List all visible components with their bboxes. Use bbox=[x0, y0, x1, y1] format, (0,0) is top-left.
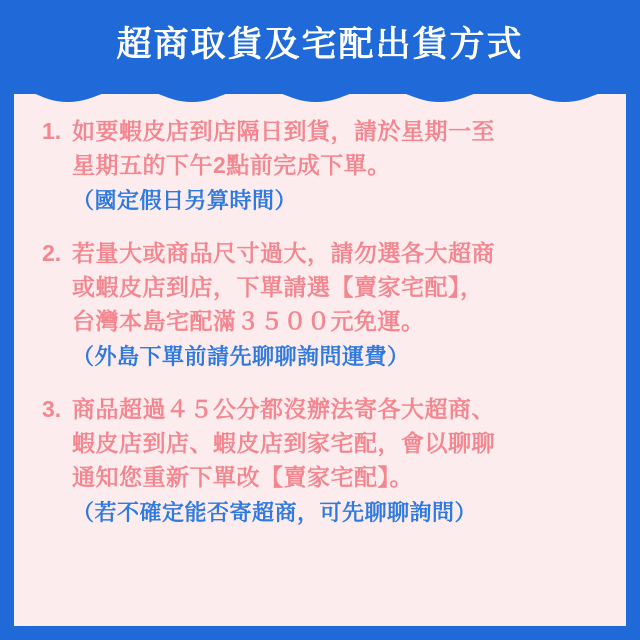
list-item-body bbox=[72, 236, 606, 374]
list-item bbox=[38, 392, 606, 530]
list-item-body bbox=[72, 392, 606, 530]
list-item-number: 1. bbox=[42, 118, 62, 144]
poster-content bbox=[14, 106, 626, 626]
list-item-note: （若不確定能否寄超商，可先聊聊詢問） bbox=[72, 500, 478, 525]
list-item-line: 如要蝦皮店到店隔日到貨，請於星期一至 bbox=[72, 118, 495, 144]
list-item-note: （國定假日另算時間） bbox=[72, 188, 298, 213]
poster-card bbox=[14, 14, 626, 626]
list-item-note: （外島下單前請先聊聊詢問運費） bbox=[72, 344, 410, 369]
list-item-line: 商品超過４５公分都沒辦法寄各大超商、 bbox=[72, 396, 495, 422]
page-title: 超商取貨及宅配出貨方式 bbox=[116, 25, 524, 64]
list-item-line: 星期五的下午2點前完成下單。 bbox=[72, 152, 391, 178]
list-item-line: 通知您重新下單改【賣家宅配】。 bbox=[72, 464, 413, 490]
list-item-line: 台灣本島宅配滿３５００元免運。 bbox=[72, 308, 425, 334]
list-item bbox=[38, 114, 606, 218]
wave-divider-icon bbox=[14, 82, 626, 108]
list-item-line: 或蝦皮店到店，下單請選【賣家宅配】， bbox=[72, 274, 484, 300]
list-item-body bbox=[72, 114, 606, 218]
list-item bbox=[38, 236, 606, 374]
list-item-line: 若量大或商品尺寸過大，請勿選各大超商 bbox=[72, 240, 495, 266]
list-item-line: 蝦皮店到店、蝦皮店到家宅配，會以聊聊 bbox=[72, 430, 495, 456]
list-item-number: 3. bbox=[42, 396, 62, 422]
list-item-number: 2. bbox=[42, 240, 62, 266]
